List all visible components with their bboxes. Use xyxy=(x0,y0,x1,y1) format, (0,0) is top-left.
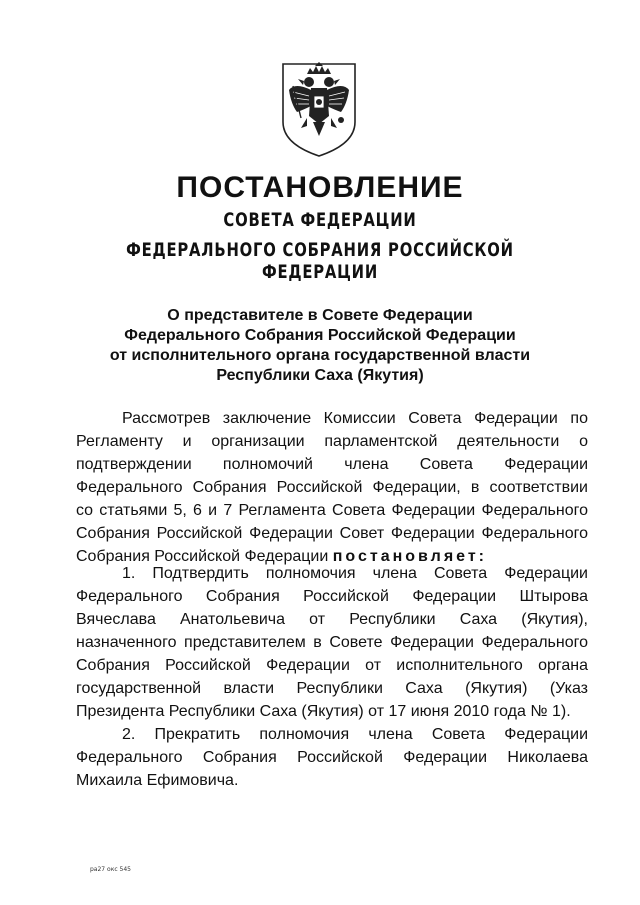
resolves-word: постановляет: xyxy=(332,548,488,565)
item1-line: Вячеслава Анатольевича от Республики Саха (Якутия), xyxy=(76,611,588,628)
preamble-line: Рассмотрев заключение Комиссии Совета Федерации по xyxy=(122,410,588,427)
preamble-line: Собрания Российской Федерации Совет Федерации Федерального xyxy=(76,525,588,542)
document-subtitle-council: СОВЕТА ФЕДЕРАЦИИ xyxy=(223,209,417,231)
russian-coat-of-arms-icon xyxy=(277,60,361,160)
item1-line: 1. Подтвердить полномочия члена Совета Федерации xyxy=(122,565,588,582)
item2-line: Михаила Ефимовича. xyxy=(76,772,239,789)
subject-line: Федерального Собрания Российской Федерации xyxy=(124,327,516,344)
subject-line: О представителе в Совете Федерации xyxy=(167,307,473,324)
resolution-items xyxy=(76,562,588,792)
item1-line: назначенного представителем в Совете Федерации Федерального xyxy=(76,634,588,651)
preamble-line: со статьями 5, 6 и 7 Регламента Совета Федерации Федерального xyxy=(76,502,588,519)
preamble-line: Федерального Собрания Российской Федерации, в соответствии xyxy=(76,479,588,496)
preamble-paragraph xyxy=(76,407,588,568)
preamble-line: подтверждении полномочий члена Совета Федерации xyxy=(76,456,588,473)
item1-line: государственной власти Республики Саха (Якутия) (Указ xyxy=(76,680,588,697)
item2-line: 2. Прекратить полномочия члена Совета Федерации xyxy=(122,726,588,743)
preamble-line: Собрания Российской Федерации xyxy=(76,548,329,565)
subject-line: Республики Саха (Якутия) xyxy=(216,367,424,384)
footer-document-code: ра27 окс 545 xyxy=(90,866,131,873)
document-subtitle-assembly: ФЕДЕРАЛЬНОГО СОБРАНИЯ РОССИЙСКОЙ ФЕДЕРАЦИИ xyxy=(126,239,514,283)
item1-line: Федерального Собрания Российской Федерации Штырова xyxy=(76,588,588,605)
item1-line: Президента Республики Саха (Якутия) от 17 июня 2010 года № 1). xyxy=(76,703,571,720)
document-title: ПОСТАНОВЛЕНИЕ xyxy=(176,171,464,204)
resolution-subject xyxy=(0,306,640,386)
subject-line: от исполнительного органа государственной власти xyxy=(109,347,531,364)
preamble-line: Регламенту и организации парламентской деятельности о xyxy=(76,433,588,450)
item1-line: Собрания Российской Федерации от исполнительного органа xyxy=(76,657,588,674)
item2-line: Федерального Собрания Российской Федерации Николаева xyxy=(76,749,588,766)
